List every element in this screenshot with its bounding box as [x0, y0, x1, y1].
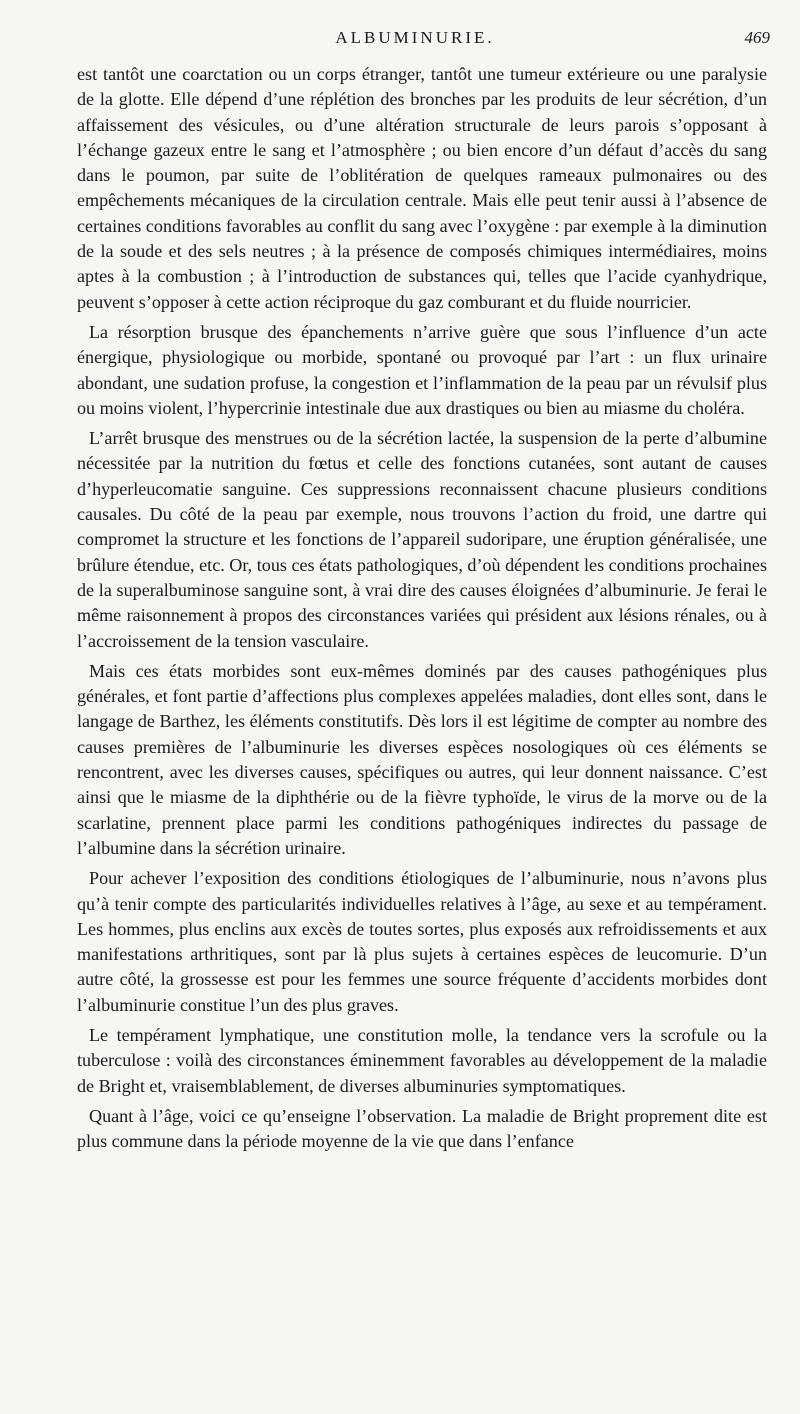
paragraph: Le tempérament lymphatique, une constitution molle, la tendance vers la scrofule ou la tuberculose : voilà des circonstances éminemment favorables au développement de la maladie de Bright et, vraisemblablement, de diverses albuminuries symptomatiques. — [77, 1024, 767, 1096]
paragraph: La résorption brusque des épanchements n’arrive guère que sous l’influence d’un acte énergique, physiologique ou morbide, spontané ou provoqué par l’art : un flux urinaire abondant, une sudation profuse, la congestion et l’inflammation de la peau par un révulsif plus ou moins violent, l’hypercrinie intestinale due aux drastiques ou bien au miasme du choléra. — [77, 321, 767, 418]
body-text — [77, 62, 767, 1159]
paragraph: Mais ces états morbides sont eux-mêmes dominés par des causes pathogéniques plus générales, et font partie d’affections plus complexes appelées maladies, dont elles sont, dans le langage de Barthez, les éléments constitutifs. Dès lors il est légitime de compter au nombre des causes premières de l’albuminurie les diverses espèces nosologiques où ces éléments se rencontrent, avec les diverses causes, spécifiques ou autres, qui leur donnent naissance. C’est ainsi que le miasme de la diphthérie ou de la fièvre typhoïde, le virus de la morve ou de la scarlatine, prennent place parmi les conditions pathogéniques indirectes du passage de l’albumine dans la sécrétion urinaire. — [77, 660, 767, 858]
running-head — [60, 28, 770, 52]
paragraph: est tantôt une coarctation ou un corps étranger, tantôt une tumeur extérieure ou une paralysie de la glotte. Elle dépend d’une réplétion des bronches par les produits de leur sécrétion, d’un affaissement des vésicules, ou d’une altération structurale de leurs parois s’opposant à l’échange gazeux entre le sang et l’atmosphère ; ou bien encore d’un défaut d’accès du sang dans le poumon, par suite de l’oblitération de quelques rameaux pulmonaires ou des empêchements mécaniques de la circulation centrale. Mais elle peut tenir aussi à l’absence de certaines conditions favorables au conflit du sang avec l’oxygène : par exemple à la diminution de la soude et des sels neutres ; à la présence de composés chimiques intermédiaires, moins aptes à la combustion ; à l’introduction de substances qui, telles que l’acide cyanhydrique, peuvent s’opposer à cette action réciproque du gaz comburant et du fluide nourricier. — [77, 64, 767, 312]
paragraph: Quant à l’âge, voici ce qu’enseigne l’observation. La maladie de Bright proprement dite est plus commune dans la période moyenne de la vie que dans l’enfance — [77, 1105, 767, 1152]
running-title: ALBUMINURIE. — [335, 28, 495, 47]
paragraph: Pour achever l’exposition des conditions étiologiques de l’albuminurie, nous n’avons plus qu’à tenir compte des particularités individuelles relatives à l’âge, au sexe et au tempérament. Les hommes, plus enclins aux excès de toutes sortes, plus exposés aux refroidissements et aux manifestations arthritiques, sont par là plus sujets à certaines espèces de leucomurie. D’un autre côté, la grossesse est pour les femmes une source fréquente d’accidents morbides dont l’albuminurie constitue l’un des plus graves. — [77, 868, 767, 1015]
page-number: 469 — [744, 28, 770, 47]
paragraph: L’arrêt brusque des menstrues ou de la sécrétion lactée, la suspension de la perte d’albumine nécessitée par la nutrition du fœtus et celle des fonctions cutanées, sont autant de causes d’hyperleucomatie sanguine. Ces suppressions reconnaissent chacune plusieurs conditions causales. Du côté de la peau par exemple, nous trouvons l’action du froid, une dartre qui compromet la structure et les fonctions de l’appareil sudoripare, une éruption généralisée, une brûlure étendue, etc. Or, tous ces états pathologiques, d’où dépendent les conditions prochaines de la superalbuminose sanguine sont, à vrai dire des causes éloignées d’albuminurie. Je ferai le même raisonnement à propos des circonstances variées qui président aux lésions rénales, ou à l’accroissement de la tension vasculaire. — [77, 428, 767, 651]
